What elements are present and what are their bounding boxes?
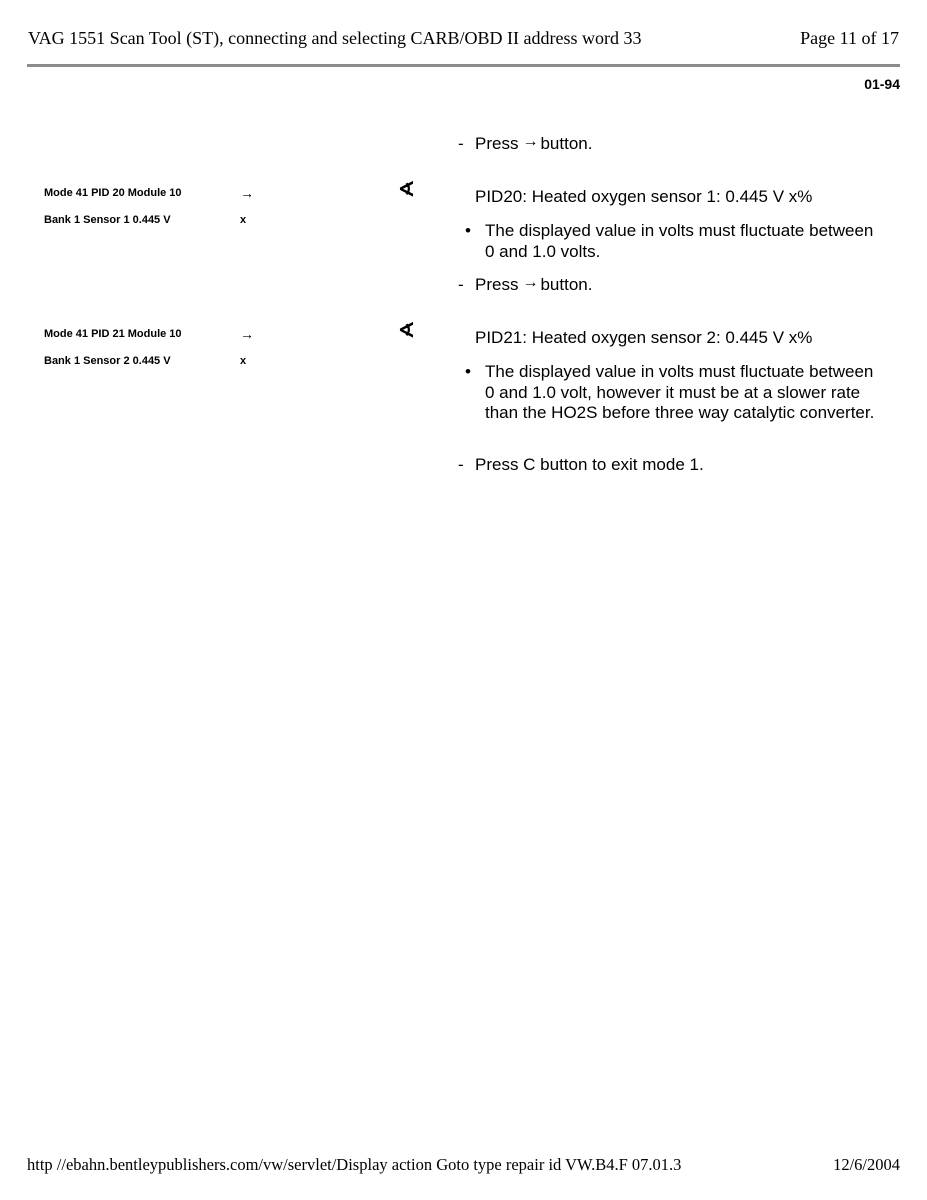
step-text-after: button.	[540, 134, 593, 153]
scan-tool-display-1	[44, 179, 424, 247]
step-press-arrow-2	[458, 275, 592, 295]
step-dash: -	[458, 275, 464, 294]
step-text-before: Press	[475, 275, 519, 294]
display-symbol-x: x	[240, 355, 247, 367]
display-line-2: Bank 1 Sensor 1 0.445 V	[44, 214, 171, 226]
right-arrow-icon: →	[240, 185, 254, 201]
result-pid20: PID20: Heated oxygen sensor 1: 0.445 V x%	[475, 187, 813, 206]
display-line-2: Bank 1 Sensor 2 0.445 V	[44, 355, 171, 367]
note-bullet-1	[465, 221, 885, 262]
pointer-icon: ∢	[398, 179, 415, 201]
page-number: Page 11 of 17	[800, 28, 899, 48]
right-arrow-icon: →	[240, 326, 254, 342]
step-dash: -	[458, 134, 464, 153]
header-divider	[27, 64, 900, 67]
bullet-dot: •	[465, 362, 471, 381]
page-header-title: VAG 1551 Scan Tool (ST), connecting and selecting CARB/OBD II address word 33	[28, 28, 642, 48]
step-text: Press C button to exit mode 1.	[475, 455, 704, 474]
step-text-before: Press	[475, 134, 519, 153]
bullet-dot: •	[465, 221, 471, 240]
result-pid21: PID21: Heated oxygen sensor 2: 0.445 V x%	[475, 328, 813, 347]
footer-url: http //ebahn.bentleypublishers.com/vw/servlet/Display action Goto type repair id VW.B4.F 07.01.3	[27, 1155, 682, 1174]
note-bullet-2	[465, 362, 885, 424]
bullet-text: The displayed value in volts must fluctuate between 0 and 1.0 volts.	[485, 221, 874, 261]
right-arrow-icon: →	[522, 133, 539, 150]
bullet-text: The displayed value in volts must fluctuate between 0 and 1.0 volt, however it must be at a slower rate than the HO2S before three way catalytic converter.	[485, 362, 875, 422]
display-symbol-x: x	[240, 214, 247, 226]
step-press-arrow-1	[458, 134, 592, 154]
display-line-1: Mode 41 PID 21 Module 10	[44, 328, 182, 340]
footer-date: 12/6/2004	[833, 1155, 900, 1174]
pointer-icon: ∢	[398, 320, 415, 342]
step-press-c	[458, 455, 704, 475]
document-code: 01-94	[864, 76, 900, 92]
step-dash: -	[458, 455, 464, 474]
scan-tool-display-2	[44, 320, 424, 388]
right-arrow-icon: →	[522, 274, 539, 291]
step-text-after: button.	[540, 275, 593, 294]
display-line-1: Mode 41 PID 20 Module 10	[44, 187, 182, 199]
